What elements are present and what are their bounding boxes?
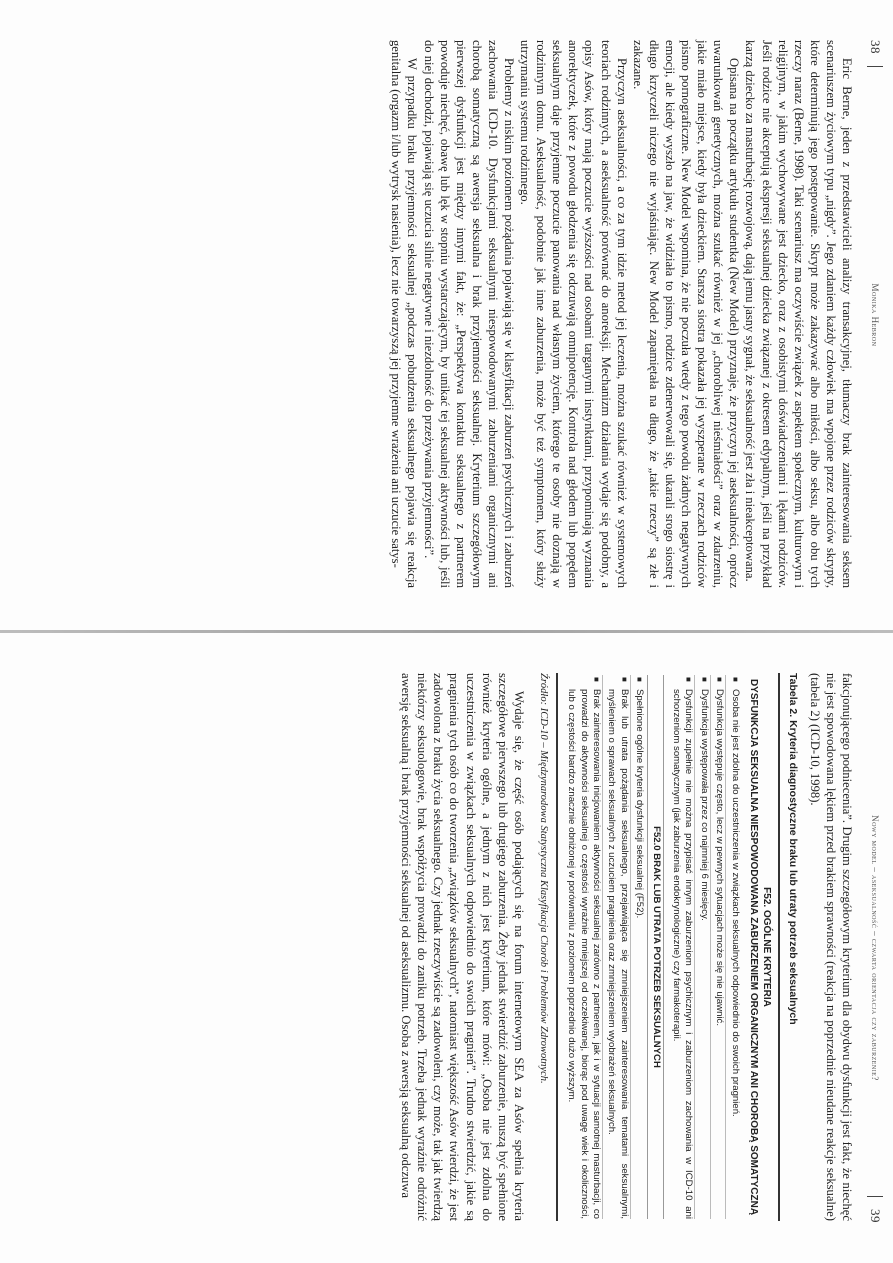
list-item: ■ Spełnione ogólne kryteria dysfunkcji seksualnej (F52). — [630, 675, 645, 1219]
header-rule — [867, 1196, 883, 1197]
table-subheading: F52.0 BRAK LUB UTRATA POTRZEB SEKSUALNYCH — [647, 675, 663, 1219]
paragraph: Problemy z niskim poziomem pożądania pojawiają się w klasyfikacji zaburzeń psychicznych i zaburzeń zachowania ICD-10. Dysfunkcjami seksualnymi niespowodowanymi zaburzeniami organicznymi ani chorobą somatyczną są awersja seksualna i brak przyjemności seksualnej. Kryterium szczegółowym pierwszej dysfunkcji jest między innymi fakt, że: „Perspektywa kontaktu seksualnego z partnerem powoduje niechęć, obawę lub lęk w stopniu wystarczającym, by unikać tej seksualnej aktywności lub, jeśli do niej dochodzi, pojawiają się uczucia silnie negatywne i niezdolność do przeżywania przyjemności”. — [421, 40, 517, 588]
paragraph: fakcjonującego podniecenia”. Drugim szczegółowym kryterium dla obydwu dysfunkcji jest fakt, że niechęć nie jest spowodowana lękiem przed brakiem sprawności (reakcja na poprzednie nieudane reakcje seksualne) (tabela 2) (ICD-10, 1998). — [807, 673, 854, 1221]
general-criteria-list — [668, 675, 741, 1219]
criteria-table — [556, 673, 780, 1221]
left-page-number: 38 — [868, 40, 883, 54]
left-page-header — [863, 40, 883, 590]
right-page-number: 39 — [868, 1209, 883, 1223]
list-item: ■ Dysfunkcja występowała przez co najmniej 6 miesięcy. — [695, 675, 710, 1219]
list-item: ■ Osoba nie jest zdolna do uczestniczenia w związkach seksualnych odpowiednio do swoich pragnień. — [725, 675, 740, 1219]
specific-criteria-list — [563, 675, 645, 1219]
list-item: ■ Dysfunkcji zupełnie nie można przypisać innym zaburzeniom psychicznym i zaburzeniom zachowania w ICD-10 ani schorzeniom somatycznym (jak zaburzenia endokrynologiczne) czy farmakoterapii. — [668, 675, 695, 1219]
table-heading — [747, 675, 772, 1219]
paragraph: Przyczyn aseksualności, a co za tym idzie metod jej leczenia, można szukać również w systemowych teoriach rodzinnych, a aseksualność porównać do anoreksji. Mechanizm działania wydaje się podobny, a opisy Asów, który mają poczucie wyższości nad osobami targanymi instynktami, przypominają wyznania anorektyczek, które z powodu głodzenia się odczuwają omnipotencję. Kontrola nad głodem lub popędem seksualnym daje przyjemne poczucie panowania nad własnym życiem, którego te osoby nie doznają w rodzinnym domu. Aseksualność, podobnie jak inne zaburzenia, może być też symptomem, który służy utrzymaniu systemu rodzinnego. — [518, 40, 629, 588]
table-heading-line: F52. OGÓLNE KRYTERIA — [760, 887, 772, 1007]
paragraph: Wydaje się, że część osób podających się na forum internetowym SEA za Asów spełnia kryteria szczegółowe pierwszego lub drugiego zaburzenia. Żeby jednak stwierdzić zaburzenie, muszą być spełnione również kryteria ogólne, a jednym z nich jest kryterium, które mówi: „Osoba nie jest zdolna do uczestniczenia w związkach seksualnych odpowiednio do swoich pragnień”. Trudno stwierdzić, jakie są pragnienia tych osób co do tworzenia „związków seksualnych”, natomiast większość Asów twierdzi, że jest zadowolona z braku życia seksualnego. Czy jednak rzeczywiście są zadowoleni, czy może, tak jak twierdzą niektórzy seksuologowie, brak współżycia prowadzi do zaniku potrzeb. Trzeba jednak wyraźnie odróżnić awersję seksualną i brak przyjemności seksualnej od aseksualizmu. Osoba z awersją seksualną odczuwa — [399, 673, 526, 1221]
table-title: Tabela 2. Kryteria diagnostyczne braku lub utraty potrzeb seksualnych — [786, 673, 799, 1025]
right-page — [0, 633, 893, 1263]
paragraph: W przypadku braku przyjemności seksualnej „podczas pobudzenia seksualnego pojawia się reakcja genitalna (orgazm i/lub wytrysk nasienia), lecz nie towarzyszą jej przyjemne wrażenia ani uczucie satys- — [389, 40, 420, 588]
list-item: ■ Brak lub utrata pożądania seksualnego, przejawiająca się zmniejszeniem zainteresowania tematami seksualnymi, myśleniem o sprawach seksualnych z uczuciem pragnienia oraz zmniejszeniem wyobrażeń seksualnych. — [602, 675, 630, 1219]
table-source: Źródło: ICD-10 – Międzynarodowa Statystyczna Klasyfikacja Chorób i Problemów Zdrowotnych. — [537, 673, 549, 1084]
paragraph: Opisana na początku artykułu studentka (New Model) przyznaje, że przyczyn jej aseksualności, oprócz uwarunkowań genetycznych, można szukać również w jej „chorobliwej nieśmiałości” oraz w zdarzeniu, jakie miało miejsce, kiedy była dzieckiem. Starsza siostra pokazała jej wyszperane w rzeczach rodziców pismo pornograficzne. New Model wspomina, że nie poczuła wtedy z tego powodu żadnych negatywnych emocji, ale kiedy wyszło na jaw, że widziała to pismo, rodzice zdenerwowali się, ukarali srogo siostrę i długo krzyczeli niczego nie wyjaśniając. New Model zapamiętała na długo, że „takie rzeczy” są złe i zakazane. — [630, 40, 742, 588]
left-body-text — [388, 40, 855, 588]
right-body-text — [398, 673, 855, 1221]
paragraph: Eric Berne, jeden z przedstawicieli analizy transakcyjnej, tłumaczy brak zainteresowania seksem scenariuszem życiowym typu „nigdy”. Jego zdaniem każdy człowiek ma wpojone przez rodziców skrypty, które determinują jego postępowanie. Skrypt może zakazywać albo miłości, albo seksu, albo obu tych rzeczy naraz (Berne, 1998). Taki scenariusz ma oczywiście związek z aspektem społecznym, kulturowym i religijnym, w jakim wychowywane jest dziecko, oraz z osobistymi doświadczeniami i lękami rodziców. Jeśli rodzice nie akceptują ekspresji seksualnej dziecka związanej z okresem edypalnym, jeśli na przykład karzą dziecko za masturbację rozwojową, dają jemu jasny sygnał, że seksualność jest zła i nieakceptowana. — [743, 40, 854, 588]
right-page-header — [863, 673, 883, 1223]
left-running-head: Monika Hebron — [870, 283, 880, 347]
list-item: ■ Dysfunkcja występuje często, lecz w pewnych sytuacjach może się nie ujawnić. — [710, 675, 725, 1219]
list-item: ■ Brak zainteresowania inicjowaniem aktywności seksualnej zarówno z partnerem, jak i w sytuacji samotnej masturbacji, co prowadzi do aktywności seksualnej o częstości wyraźnie mniejszej od oczekiwanej, biorąc pod uwagę wiek i okoliczności, lub o częstości bardzo znacznie obniżonej w porównaniu z poziomem poprzednio dużo wyższym. — [563, 675, 602, 1219]
left-page — [0, 0, 893, 630]
right-running-head: Nowy model – aseksualność – czwarta orientacja czy zaburzenie? — [870, 815, 880, 1081]
table-heading-line: DYSFUNKCJA SEKSUALNA NIESPOWODOWANA ZABURZENIEM ORGANICZNYM ANI CHOROBĄ SOMATYCZNĄ — [748, 678, 760, 1216]
